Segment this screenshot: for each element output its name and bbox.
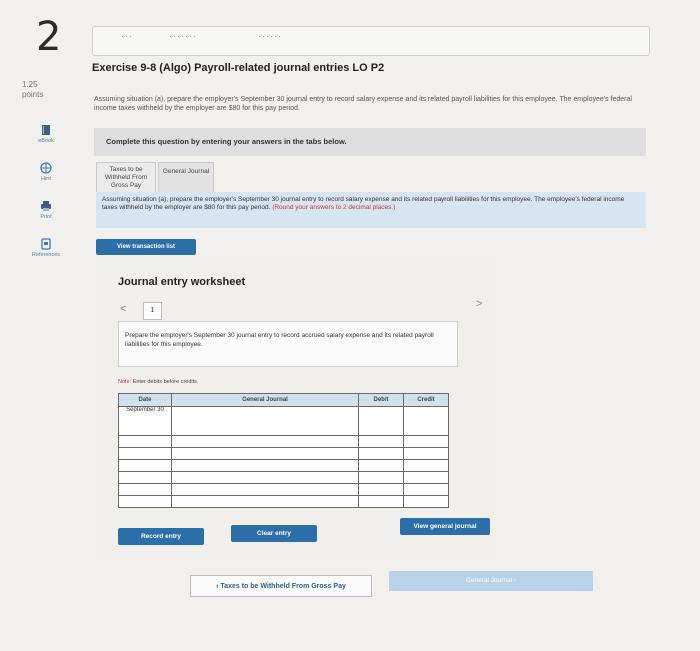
- note-text: Enter debits before credits.: [132, 379, 199, 385]
- sidebar-label-hint: Hint: [41, 176, 51, 182]
- date-cell: [119, 496, 172, 508]
- record-entry-button[interactable]: Record entry: [118, 528, 204, 545]
- instruction-text: Assuming situation (a), prepare the employer's September 30 journal entry to record salary expense and its related payroll liabilities for this employee. The employee's federal income taxes withheld by the employer are $80 for this pay period.: [102, 196, 625, 211]
- chevron-left-icon: ‹: [216, 583, 219, 590]
- sidebar-label-print: Print: [40, 214, 52, 220]
- complete-question-bar: [94, 128, 646, 156]
- sidebar-item-ebook[interactable]: [26, 124, 66, 144]
- date-value: September 30: [126, 407, 164, 413]
- debit-cell[interactable]: [359, 484, 404, 496]
- question-number: 2: [36, 14, 62, 60]
- column-header-debit: Debit: [359, 394, 404, 407]
- table-row: [119, 436, 449, 448]
- points-info: [22, 80, 43, 100]
- journal-account-cell[interactable]: [172, 436, 359, 448]
- complete-question-text: Complete this question by entering your answers in the tabs below.: [106, 137, 347, 146]
- debit-cell[interactable]: [359, 448, 404, 460]
- clear-entry-button[interactable]: Clear entry: [231, 525, 317, 542]
- credit-cell[interactable]: [404, 436, 449, 448]
- chevron-right-icon: ›: [513, 577, 517, 584]
- credit-cell[interactable]: [404, 448, 449, 460]
- tab-general-journal[interactable]: General Journal: [158, 162, 214, 192]
- table-row: [119, 407, 449, 436]
- sidebar-item-references[interactable]: [26, 238, 66, 258]
- worksheet-prompt: Prepare the employer's September 30 journal entry to record accrued salary expense and its related payroll liabilities for this employee.: [118, 321, 458, 367]
- exercise-title: Exercise 9-8 (Algo) Payroll-related journal entries LO P2: [92, 62, 385, 74]
- round-note: (Round your answers to 2 decimal places.): [272, 204, 396, 211]
- tab-taxes-withheld[interactable]: Taxes to be Withheld From Gross Pay: [96, 162, 156, 192]
- next-tab-label: General Journal: [465, 577, 513, 584]
- worksheet-title: Journal entry worksheet: [118, 276, 246, 288]
- prev-tab-button[interactable]: [190, 575, 372, 597]
- debit-cell[interactable]: [359, 436, 404, 448]
- debit-cell[interactable]: [359, 407, 404, 436]
- journal-account-cell[interactable]: [172, 460, 359, 472]
- date-cell: [119, 436, 172, 448]
- points-label: points: [22, 90, 44, 99]
- date-cell: [119, 484, 172, 496]
- column-header-general-journal: General Journal: [172, 394, 359, 407]
- printer-icon: [40, 200, 52, 212]
- next-page-icon[interactable]: >: [476, 298, 483, 310]
- journal-account-cell[interactable]: [172, 448, 359, 460]
- credit-cell[interactable]: [404, 460, 449, 472]
- debit-cell[interactable]: [359, 460, 404, 472]
- references-icon: [40, 238, 52, 250]
- header-text-left: ···: [121, 31, 133, 41]
- page-number[interactable]: 1: [143, 302, 162, 320]
- view-transaction-list-button[interactable]: View transaction list: [96, 239, 196, 255]
- column-header-credit: Credit: [404, 394, 449, 407]
- sidebar-label-ebook: eBook: [38, 138, 54, 144]
- journal-entry-table: [118, 393, 449, 508]
- table-row: [119, 484, 449, 496]
- sidebar-item-hint[interactable]: [26, 162, 66, 182]
- journal-account-cell[interactable]: [172, 496, 359, 508]
- debit-cell[interactable]: [359, 496, 404, 508]
- note-label: Note:: [118, 379, 132, 385]
- date-cell: [119, 472, 172, 484]
- entry-note: [118, 379, 198, 385]
- journal-account-cell[interactable]: [172, 407, 359, 436]
- globe-icon: [40, 162, 52, 174]
- points-value: 1.25: [22, 80, 38, 89]
- journal-account-cell[interactable]: [172, 472, 359, 484]
- credit-cell[interactable]: [404, 496, 449, 508]
- prev-tab-label: Taxes to be Withheld From Gross Pay: [220, 583, 346, 590]
- exercise-intro: Assuming situation (a), prepare the employer's September 30 journal entry to record salary expense and its related payroll liabilities for this employee. The employee's federal income taxes withheld by the employer are $80 for this pay period.: [94, 96, 632, 112]
- next-tab-button[interactable]: [389, 571, 593, 591]
- date-cell: [119, 448, 172, 460]
- credit-cell[interactable]: [404, 484, 449, 496]
- date-cell: [119, 460, 172, 472]
- credit-cell[interactable]: [404, 407, 449, 436]
- date-cell-first: [119, 407, 172, 436]
- column-header-date: Date: [119, 394, 172, 407]
- view-general-journal-button[interactable]: View general journal: [400, 518, 490, 535]
- tab-instruction: [96, 192, 646, 228]
- sidebar-label-references: References: [31, 252, 61, 258]
- book-icon: [40, 124, 52, 136]
- prev-page-icon[interactable]: <: [120, 303, 127, 315]
- header-text-right: ······: [258, 31, 282, 41]
- header-text-mid: ·······: [169, 31, 197, 41]
- table-row: [119, 496, 449, 508]
- journal-account-cell[interactable]: [172, 484, 359, 496]
- sidebar-item-print[interactable]: [26, 200, 66, 220]
- debit-cell[interactable]: [359, 472, 404, 484]
- table-row: [119, 472, 449, 484]
- table-row: [119, 460, 449, 472]
- credit-cell[interactable]: [404, 472, 449, 484]
- table-row: [119, 448, 449, 460]
- question-header-bar: [92, 26, 650, 56]
